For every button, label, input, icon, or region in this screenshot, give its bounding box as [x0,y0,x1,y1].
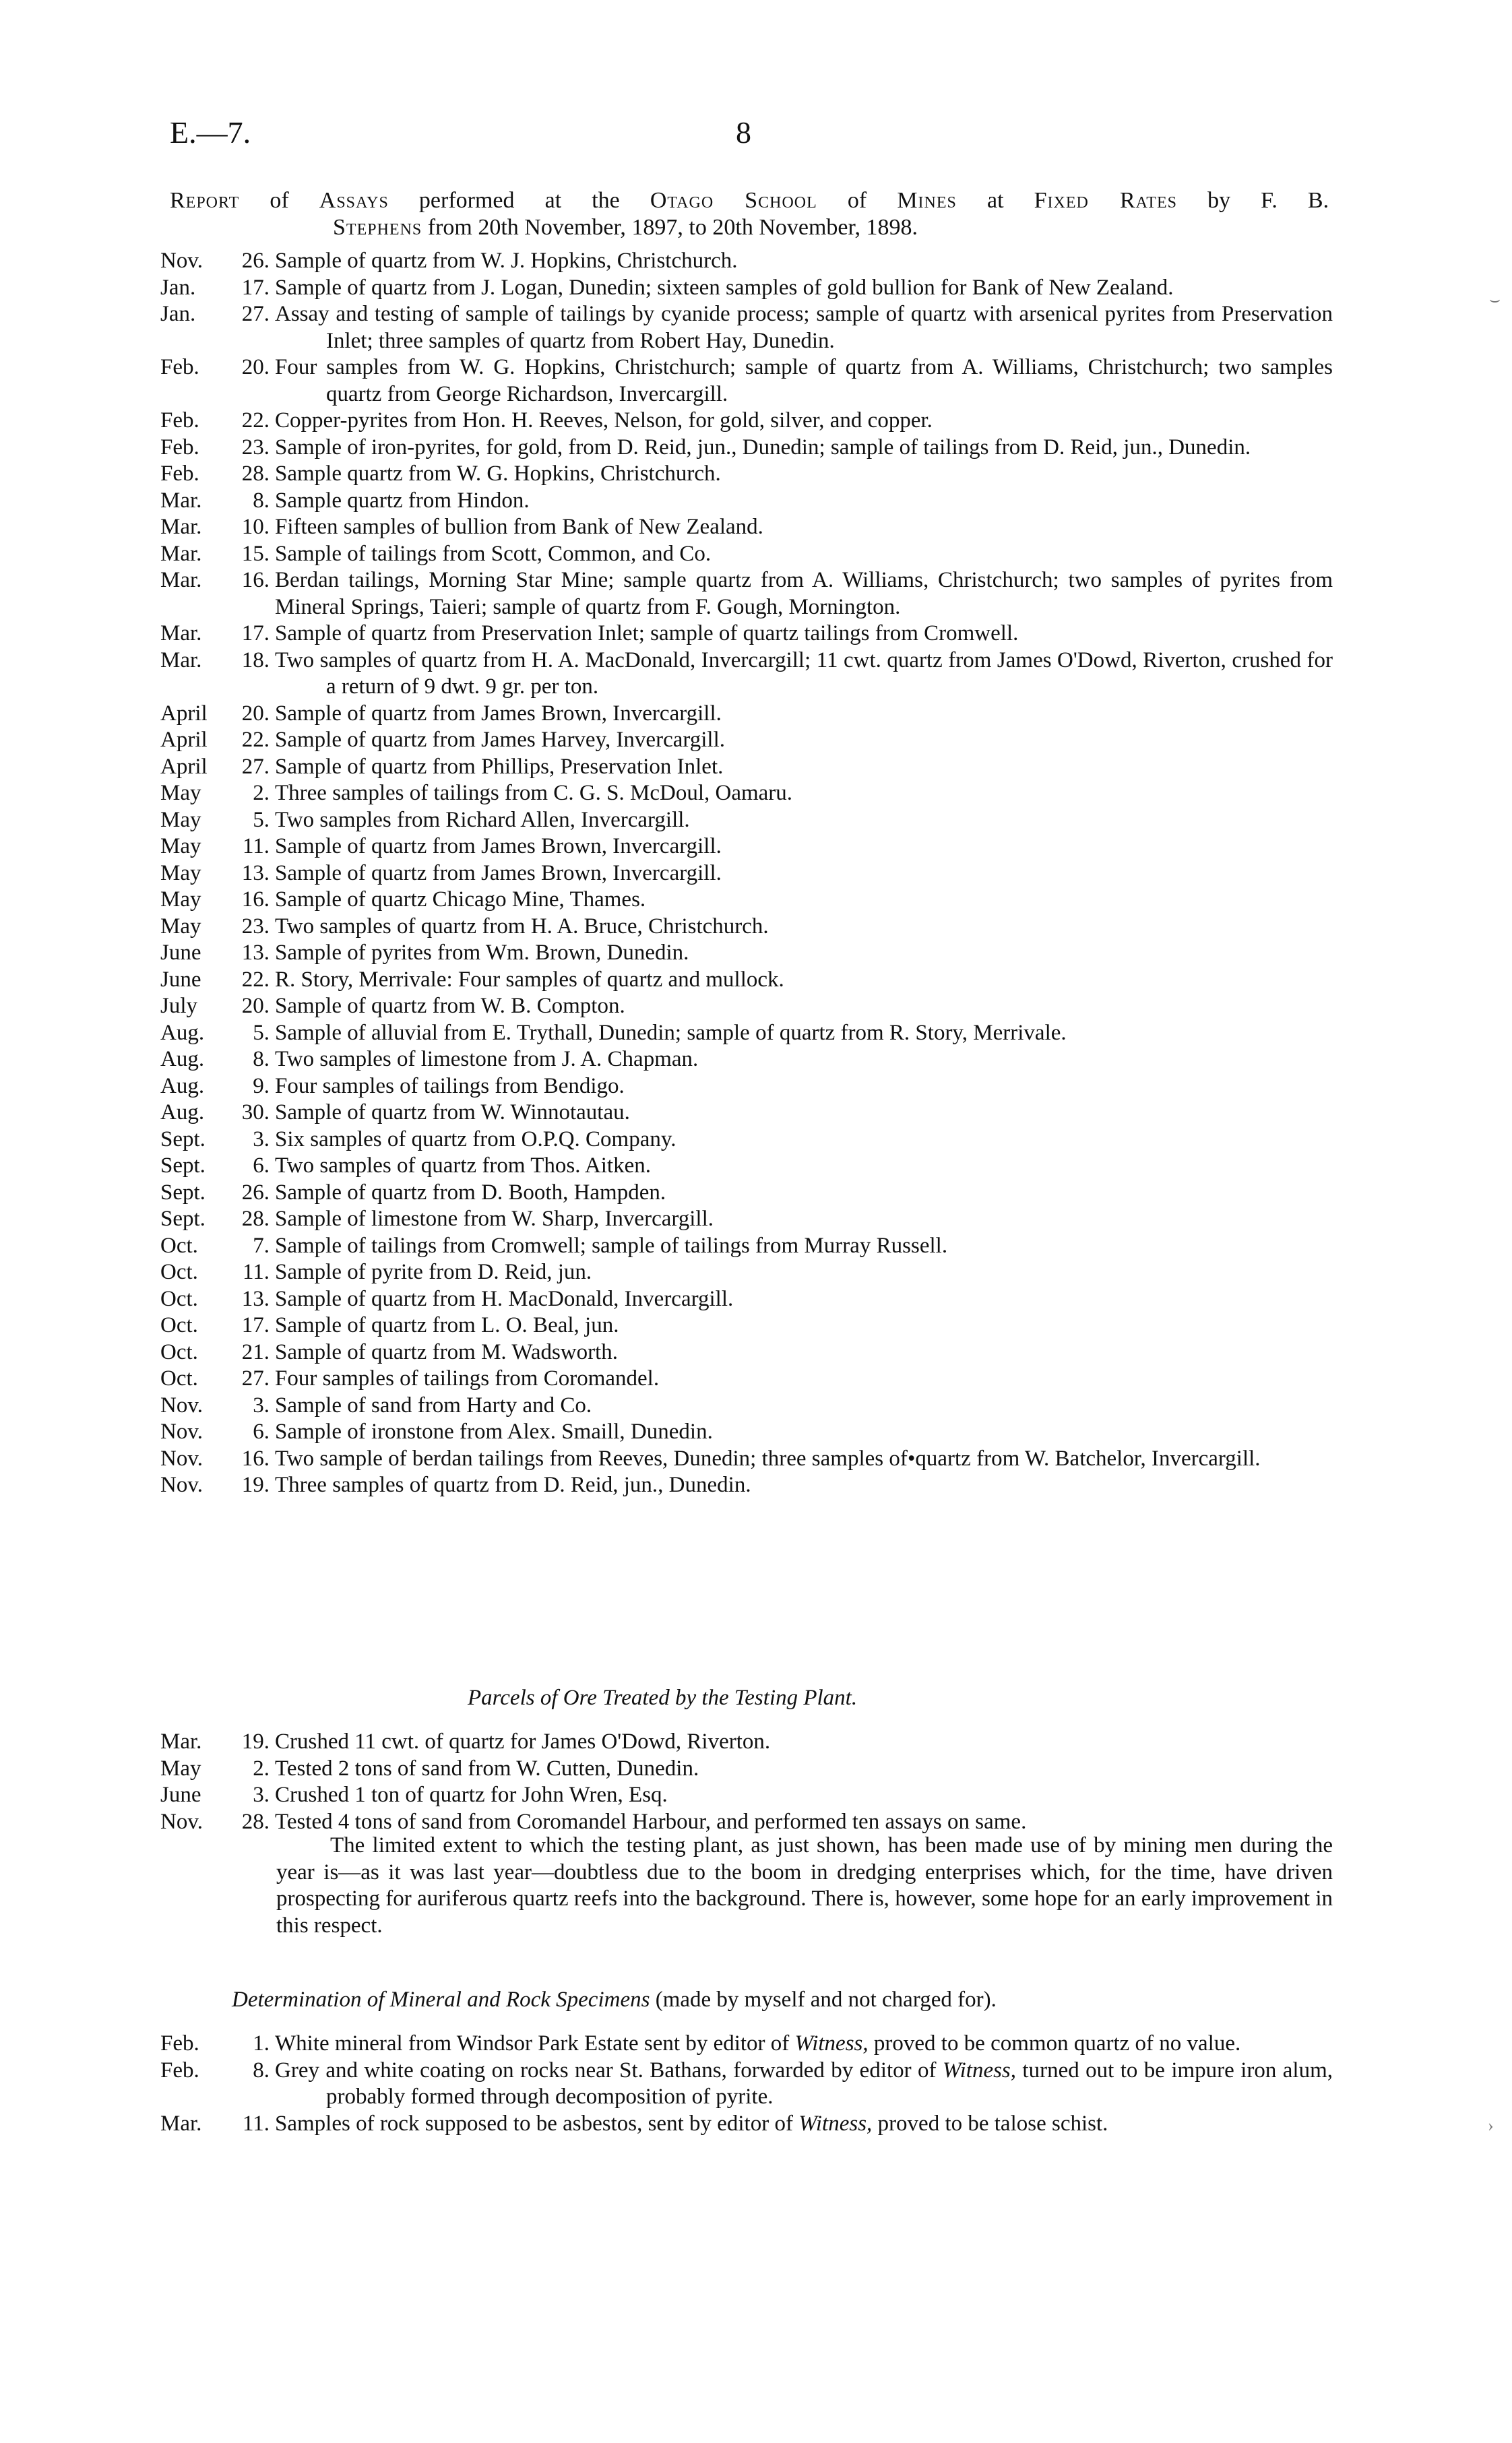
entry-day: 27. [241,1366,270,1391]
entry-text [275,2058,1333,2111]
entry-month: Jan. [160,275,196,300]
list-item [160,1127,1333,1153]
entry-month: Mar. [160,541,202,566]
entry-month: Nov. [160,1420,203,1444]
entry-text: Crushed 1 ton of quartz for John Wren, Esq. [275,1783,668,1807]
list-item [160,2058,1333,2111]
list-item [160,1206,1333,1233]
entry-day: 3. [253,1127,270,1151]
entry-day: 17. [241,621,270,645]
list-item [160,1233,1333,1260]
entry-text [275,2111,1333,2138]
entry-text: Sample of quartz from James Brown, Invercargill. [275,860,722,885]
section-heading-rest: (made by myself and not charged for). [650,1988,997,2012]
entry-text: Sample of quartz from M. Wadsworth. [275,1339,619,1364]
entry-text: Sample of iron-pyrites, for gold, from D. Reid, jun., Dunedin; sample of tailings from D. Reid, jun., Dunedin. [275,435,1251,459]
entry-text: Sample of quartz from J. Logan, Dunedin; sixteen samples of gold bullion for Bank of New Zealand. [275,275,1174,300]
entry-month: Mar. [160,2111,202,2136]
entry-month: Oct. [160,1313,198,1337]
entry-month: Jan. [160,302,196,326]
entry-day: 28. [241,1207,270,1231]
entry-day: 5. [253,1020,270,1045]
entry-date [160,1073,275,1100]
entry-month: Sept. [160,1180,206,1205]
entry-day: 19. [241,1730,270,1754]
list-item [160,461,1333,488]
entry-day: 9. [253,1073,270,1098]
entry-text: Assay and testing of sample of tailings by cyanide process; sample of quartz with arsenical pyrites from Preservation Inlet; three samples of quartz from Robert Hay, Dunedin. [275,302,1333,353]
entry-month: June [160,941,201,965]
entry-date [160,1756,275,1783]
entry-day: 13. [241,1286,270,1311]
page-number: 8 [736,115,751,150]
entry-text-part: proved to be common quartz of no value. [868,2031,1241,2056]
entry-day: 22. [241,967,270,992]
entry-day: 22. [241,408,270,433]
entry-day: 20. [241,994,270,1018]
entry-text-italic: Witness, [794,2031,869,2056]
entry-month: Feb. [160,2031,199,2056]
entry-day: 27. [241,754,270,779]
entry-text: Sample of ironstone from Alex. Smaill, Dunedin. [275,1420,713,1444]
entry-day: 16. [241,568,270,592]
list-item [160,967,1333,994]
list-item [160,1073,1333,1100]
entry-month: Sept. [160,1127,206,1151]
entry-date [160,621,275,647]
entry-month: Feb. [160,408,199,433]
entry-date [160,1782,275,1809]
entry-month: Aug. [160,1100,205,1124]
entry-day: 11. [242,834,270,858]
entry-date [160,727,275,754]
entry-date [160,1180,275,1207]
entry-month: Oct. [160,1260,198,1284]
list-item [160,1259,1333,1286]
entry-month: Oct. [160,1339,198,1364]
entry-date [160,807,275,834]
entry-month: April [160,701,208,726]
entry-date [160,567,275,621]
entry-day: 13. [241,941,270,965]
entry-month: May [160,807,201,832]
list-item [160,2111,1333,2138]
entry-date [160,1729,275,1756]
entry-date [160,887,275,914]
entry-month: Mar. [160,647,202,672]
entry-date [160,1446,275,1473]
entry-month: May [160,834,201,858]
title-word: of [270,188,289,213]
entry-date [160,1259,275,1286]
entry-text: Four samples of tailings from Bendigo. [275,1073,625,1098]
list-item [160,1020,1333,1047]
entry-text: Sample of quartz Chicago Mine, Thames. [275,887,646,912]
entry-day: 3. [253,1783,270,1807]
entry-day: 23. [241,914,270,939]
list-item [160,621,1333,647]
entry-text: Two samples from Richard Allen, Invercargill. [275,807,690,832]
entry-text: Sample quartz from Hindon. [275,488,530,513]
entry-text: Sample of quartz from Phillips, Preservation Inlet. [275,754,724,779]
page-reference: E.—7. [170,115,251,150]
title-word: at [987,188,1004,213]
section-heading-testing-plant [468,1684,857,1711]
entry-month: Feb. [160,2058,199,2083]
entry-date [160,2058,275,2111]
entry-text: Tested 4 tons of sand from Coromandel Harbour, and performed ten assays on same. [275,1809,1027,1834]
entry-text: Two samples of quartz from H. A. Bruce, Christchurch. [275,914,769,939]
entry-text: R. Story, Merrivale: Four samples of quartz and mullock. [275,967,784,992]
entry-date [160,275,275,302]
entry-date [160,647,275,701]
entry-text [275,2031,1333,2058]
entry-month: May [160,914,201,939]
title-word: Assays [319,188,389,213]
entry-date [160,408,275,435]
entry-day: 26. [241,1180,270,1205]
entry-text: Two sample of berdan tailings from Reeves, Dunedin; three samples of•quartz from W. Batchelor, Invercargill. [275,1446,1261,1471]
entry-date [160,1419,275,1446]
entry-date [160,967,275,994]
entry-date [160,354,275,408]
entry-day: 20. [241,355,270,379]
list-item [160,754,1333,781]
entry-text: Sample of quartz from James Brown, Invercargill. [275,834,722,858]
list-item [160,860,1333,887]
entry-date [160,701,275,728]
section-heading-text: Parcels of Ore Treated by the Testing Plant. [468,1686,858,1710]
entry-text: Four samples from W. G. Hopkins, Christchurch; sample of quartz from A. Williams, Christchurch; two samples quartz from George Richardson, Invercargill. [275,355,1333,406]
list-item [160,541,1333,568]
entry-text: Three samples of quartz from D. Reid, jun., Dunedin. [275,1473,751,1497]
list-item [160,275,1333,302]
title-dates: from 20th November, 1897, to 20th November, 1898. [427,215,918,240]
list-item [160,1100,1333,1127]
list-item [160,833,1333,860]
list-item [160,1419,1333,1446]
entry-day: 20. [241,701,270,726]
assay-entry-list [160,248,1333,1499]
entry-day: 27. [241,302,270,326]
list-item [160,887,1333,914]
entry-month: July [160,994,198,1018]
entry-month: Aug. [160,1020,205,1045]
entry-date [160,435,275,462]
entry-day: 22. [241,728,270,752]
list-item [160,2031,1333,2058]
entry-text: Berdan tailings, Morning Star Mine; sample quartz from A. Williams, Christchurch; two samples of pyrites from Mineral Springs, Taieri; sample of quartz from F. Gough, Mornington. [275,568,1333,619]
list-item [160,1180,1333,1207]
entry-text-italic: Witness, [942,2058,1017,2083]
entry-date [160,754,275,781]
entry-text: Sample of quartz from James Harvey, Invercargill. [275,728,726,752]
entry-text: Sample of quartz from James Brown, Invercargill. [275,701,722,726]
entry-date [160,541,275,568]
entry-month: May [160,781,201,805]
entry-month: May [160,860,201,885]
list-item [160,1782,1333,1809]
title-word: Fixed Rates [1034,188,1177,213]
list-item [160,301,1333,354]
entry-month: Feb. [160,355,199,379]
determination-entry-list [160,2031,1333,2137]
list-item [160,408,1333,435]
title-name: Stephens [333,215,422,240]
entry-text: Six samples of quartz from O.P.Q. Company. [275,1127,676,1151]
entry-day: 15. [241,541,270,566]
entry-date [160,914,275,941]
entry-text-part: proved to be talose schist. [872,2111,1108,2136]
entry-month: Oct. [160,1366,198,1391]
entry-date [160,1046,275,1073]
list-item [160,914,1333,941]
entry-day: 28. [241,462,270,486]
entry-text: Sample of quartz from Preservation Inlet; sample of quartz tailings from Cromwell. [275,621,1019,645]
entry-text: Sample of tailings from Cromwell; sample of tailings from Murray Russell. [275,1233,948,1258]
testing-plant-entry-list [160,1729,1333,1835]
list-item [160,807,1333,834]
entry-day: 6. [253,1420,270,1444]
entry-month: April [160,754,208,779]
title-word: performed at the [418,188,620,213]
entry-date [160,860,275,887]
list-item [160,1809,1333,1836]
entry-text: Sample of quartz from W. Winnotautau. [275,1100,630,1124]
entry-date [160,1312,275,1339]
entry-day: 3. [253,1393,270,1418]
entry-day: 28. [241,1809,270,1834]
entry-date [160,461,275,488]
entry-month: Mar. [160,568,202,592]
entry-text: Two samples of quartz from H. A. MacDonald, Invercargill; 11 cwt. quartz from James O'Dowd, Riverton, crushed for a return of 9 dwt. 9 gr. per ton. [275,647,1333,699]
entry-text: Sample of pyrite from D. Reid, jun. [275,1260,592,1284]
entry-date [160,2031,275,2058]
entry-day: 2. [253,1756,270,1781]
entry-date [160,1020,275,1047]
entry-text: Sample quartz from W. G. Hopkins, Christchurch. [275,462,721,486]
entry-date [160,993,275,1020]
list-item [160,940,1333,967]
entry-text: Fifteen samples of bullion from Bank of New Zealand. [275,515,763,539]
entry-text: Sample of limestone from W. Sharp, Invercargill. [275,1207,714,1231]
list-item [160,1393,1333,1420]
list-item [160,354,1333,408]
entry-month: Mar. [160,1730,202,1754]
entry-month: June [160,967,201,992]
entry-day: 10. [241,515,270,539]
list-item [160,248,1333,275]
entry-day: 5. [253,807,270,832]
entry-text-part: turned out to be impure iron alum, probably formed through decomposition of pyrite. [326,2058,1333,2109]
entry-day: 17. [241,1313,270,1337]
list-item [160,647,1333,701]
entry-text: Sample of quartz from H. MacDonald, Invercargill. [275,1286,734,1311]
entry-date [160,2111,275,2138]
entry-text: Crushed 11 cwt. of quartz for James O'Dowd, Riverton. [275,1730,771,1754]
entry-month: Nov. [160,1393,203,1418]
list-item [160,1729,1333,1756]
entry-date [160,514,275,541]
entry-text-part: White mineral from Windsor Park Estate sent by editor of [275,2031,795,2056]
entry-month: Feb. [160,435,199,459]
list-item [160,701,1333,728]
entry-date [160,1127,275,1153]
list-item [160,993,1333,1020]
title-word: Mines [897,188,957,213]
entry-month: May [160,887,201,912]
entry-day: 17. [241,275,270,300]
entry-month: Nov. [160,249,203,273]
entry-day: 19. [241,1473,270,1497]
entry-date [160,1206,275,1233]
entry-text: Three samples of tailings from C. G. S. McDoul, Oamaru. [275,781,793,805]
entry-month: April [160,728,208,752]
entry-day: 30. [241,1100,270,1124]
title-word: of [847,188,867,213]
entry-text-italic: Witness, [798,2111,873,2136]
entry-month: Aug. [160,1047,205,1071]
entry-date [160,1100,275,1127]
entry-date [160,1339,275,1366]
entry-date [160,1286,275,1313]
entry-day: 23. [241,435,270,459]
margin-mark: ⌣ [1489,290,1501,309]
entry-day: 2. [253,781,270,805]
entry-text: Sample of sand from Harty and Co. [275,1393,592,1418]
entry-month: Mar. [160,621,202,645]
entry-text-part: Grey and white coating on rocks near St. Bathans, forwarded by editor of [275,2058,943,2083]
entry-month: June [160,1783,201,1807]
entry-date [160,1472,275,1499]
list-item [160,435,1333,462]
entry-text: Sample of quartz from W. J. Hopkins, Christchurch. [275,249,738,273]
entry-date [160,488,275,515]
entry-day: 16. [241,887,270,912]
entry-day: 7. [253,1233,270,1258]
entry-date [160,940,275,967]
entry-text: Two samples of limestone from J. A. Chapman. [275,1047,699,1071]
entry-date [160,248,275,275]
entry-text: Sample of pyrites from Wm. Brown, Dunedin. [275,941,689,965]
entry-day: 11. [242,2111,270,2136]
entry-date [160,780,275,807]
entry-day: 8. [253,488,270,513]
entry-month: Sept. [160,1153,206,1178]
section-heading-italic: Determination of Mineral and Rock Specimens [232,1988,650,2012]
entry-month: Nov. [160,1473,203,1497]
title-word: Report [170,188,240,213]
entry-month: May [160,1756,201,1781]
entry-date [160,1366,275,1393]
list-item [160,488,1333,515]
entry-date [160,1393,275,1420]
list-item [160,1472,1333,1499]
entry-day: 11. [242,1260,270,1284]
list-item [160,1312,1333,1339]
entry-text: Two samples of quartz from Thos. Aitken. [275,1153,651,1178]
entry-day: 8. [253,2058,270,2083]
entry-month: Sept. [160,1207,206,1231]
entry-text: Sample of quartz from L. O. Beal, jun. [275,1313,619,1337]
entry-month: Oct. [160,1233,198,1258]
entry-month: Mar. [160,515,202,539]
list-item [160,1046,1333,1073]
entry-date [160,301,275,354]
entry-day: 6. [253,1153,270,1178]
list-item [160,780,1333,807]
entry-day: 16. [241,1446,270,1471]
list-item [160,727,1333,754]
entry-day: 1. [253,2031,270,2056]
entry-text: Four samples of tailings from Coromandel. [275,1366,660,1391]
entry-day: 26. [241,249,270,273]
entry-month: Nov. [160,1446,203,1471]
entry-month: Mar. [160,488,202,513]
entry-day: 21. [241,1339,270,1364]
entry-month: Feb. [160,462,199,486]
entry-day: 8. [253,1047,270,1071]
entry-day: 18. [241,647,270,672]
entry-month: Aug. [160,1073,205,1098]
entry-text-part: Samples of rock supposed to be asbestos, sent by editor of [275,2111,799,2136]
report-title [170,187,1329,241]
section-heading-determinations [232,1986,997,2013]
margin-mark: › [1488,2116,1494,2135]
entry-text: Sample of quartz from W. B. Compton. [275,994,625,1018]
entry-text: Sample of alluvial from E. Trythall, Dunedin; sample of quartz from R. Story, Merrivale. [275,1020,1067,1045]
entry-date [160,833,275,860]
list-item [160,567,1333,621]
entry-text: Sample of tailings from Scott, Common, and Co. [275,541,712,566]
testing-plant-paragraph: The limited extent to which the testing plant, as just shown, has been made use of by mining men during the year is—as it was last year—doubtless due to the boom in dredging enterprises which, for the time, have driven prospecting for auriferous quartz reefs into the background. There is, however, some hope for an early improvement in this respect. [276,1833,1333,1938]
entry-date [160,1233,275,1260]
list-item [160,1756,1333,1783]
entry-text: Copper-pyrites from Hon. H. Reeves, Nelson, for gold, silver, and copper. [275,408,933,433]
title-word: Otago School [650,188,817,213]
list-item [160,514,1333,541]
entry-date [160,1153,275,1180]
entry-day: 13. [241,860,270,885]
entry-date [160,1809,275,1836]
list-item [160,1286,1333,1313]
entry-text: Tested 2 tons of sand from W. Cutten, Dunedin. [275,1756,699,1781]
entry-month: Oct. [160,1286,198,1311]
list-item [160,1153,1333,1180]
entry-month: Nov. [160,1809,203,1834]
entry-text: Sample of quartz from D. Booth, Hampden. [275,1180,666,1205]
list-item [160,1446,1333,1473]
list-item [160,1366,1333,1393]
list-item [160,1339,1333,1366]
title-word: by F. B. [1207,188,1329,213]
